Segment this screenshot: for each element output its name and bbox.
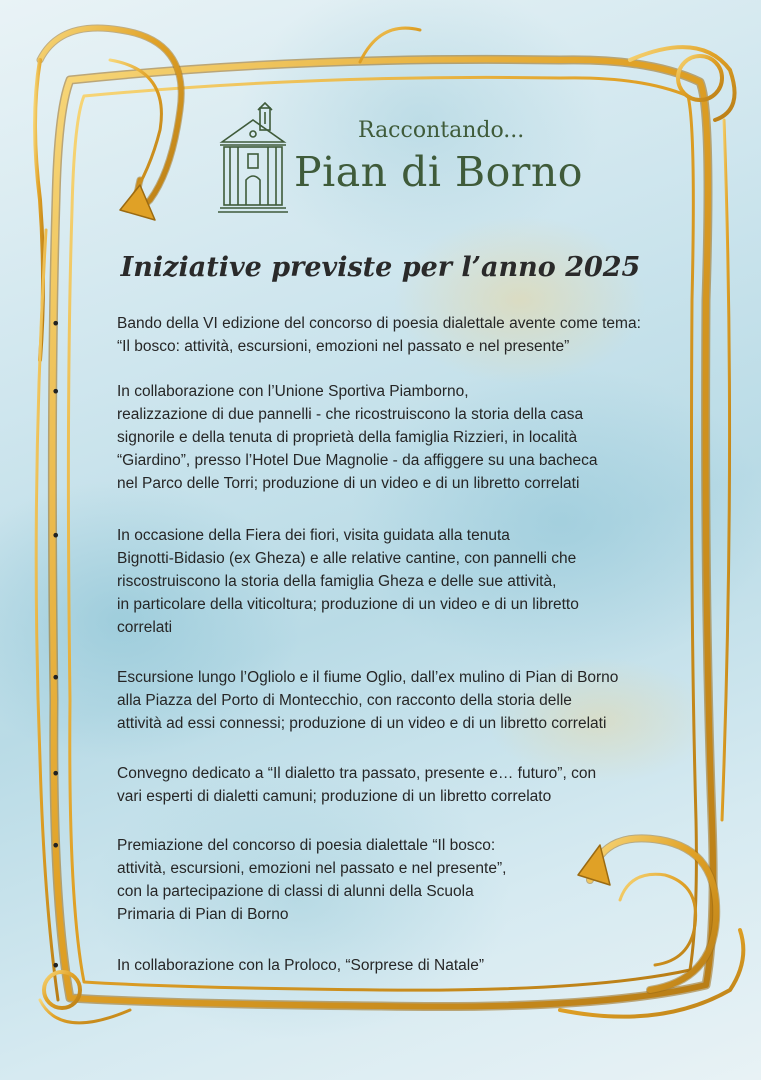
page-title: Iniziative previste per l’anno 2025 bbox=[120, 252, 641, 283]
bullet-marker: • bbox=[51, 526, 61, 545]
bullet-marker: • bbox=[51, 836, 61, 855]
list-item-text: Convegno dedicato a “Il dialetto tra passato, presente e… futuro”, con vari esperti di dialetti camuni; produzione di un libretto correlato bbox=[117, 765, 597, 805]
list-item-text: Escursione lungo l’Ogliolo e il fiume Oglio, dall’ex mulino di Pian di Borno alla Piazza del Porto di Montecchio, con racconto della storia delle attività ad essi connessi; produzione di un video e di un libretto correlati bbox=[117, 669, 619, 732]
list-item-text: In collaborazione con la Proloco, “Sorprese di Natale” bbox=[117, 957, 485, 974]
list-item-text: In occasione della Fiera dei fiori, visita guidata alla tenuta Bignotti-Bidasio (ex Gheza) e alle relative cantine, con pannelli che riscostruiscono la storia della famiglia Gheza e delle sue attività, in particolare della viticoltura; produzione di un video e di un libretto correlati bbox=[117, 527, 579, 636]
bullet-marker: • bbox=[51, 314, 61, 333]
list-item-text: Bando della VI edizione del concorso di poesia dialettale avente come tema: “Il bosco: attività, escursioni, emozioni nel passato e nel presente” bbox=[117, 315, 641, 355]
bullet-marker: • bbox=[51, 764, 61, 783]
logo-title: Pian di Borno bbox=[294, 148, 583, 196]
church-icon bbox=[218, 102, 288, 217]
list-item-text: In collaborazione con l’Unione Sportiva Piamborno, realizzazione di due pannelli - che ricostruiscono la storia della casa signorile e della tenuta di proprietà della famiglia Rizzieri, in località “Giardino”, presso l’Hotel Due Magnolie - da affiggere su una bacheca nel Parco delle Torri; produzione di un video e di un libretto correlati bbox=[117, 383, 598, 492]
logo-subtitle: Raccontando... bbox=[358, 118, 525, 143]
bullet-marker: • bbox=[51, 668, 61, 687]
list-item-text: Premiazione del concorso di poesia dialettale “Il bosco: attività, escursioni, emozioni nel passato e nel presente”, con la partecipazione di classi di alunni della Scuola Primaria di Pian di Borno bbox=[117, 837, 507, 923]
bullet-marker: • bbox=[51, 956, 61, 975]
bullet-marker: • bbox=[51, 382, 61, 401]
